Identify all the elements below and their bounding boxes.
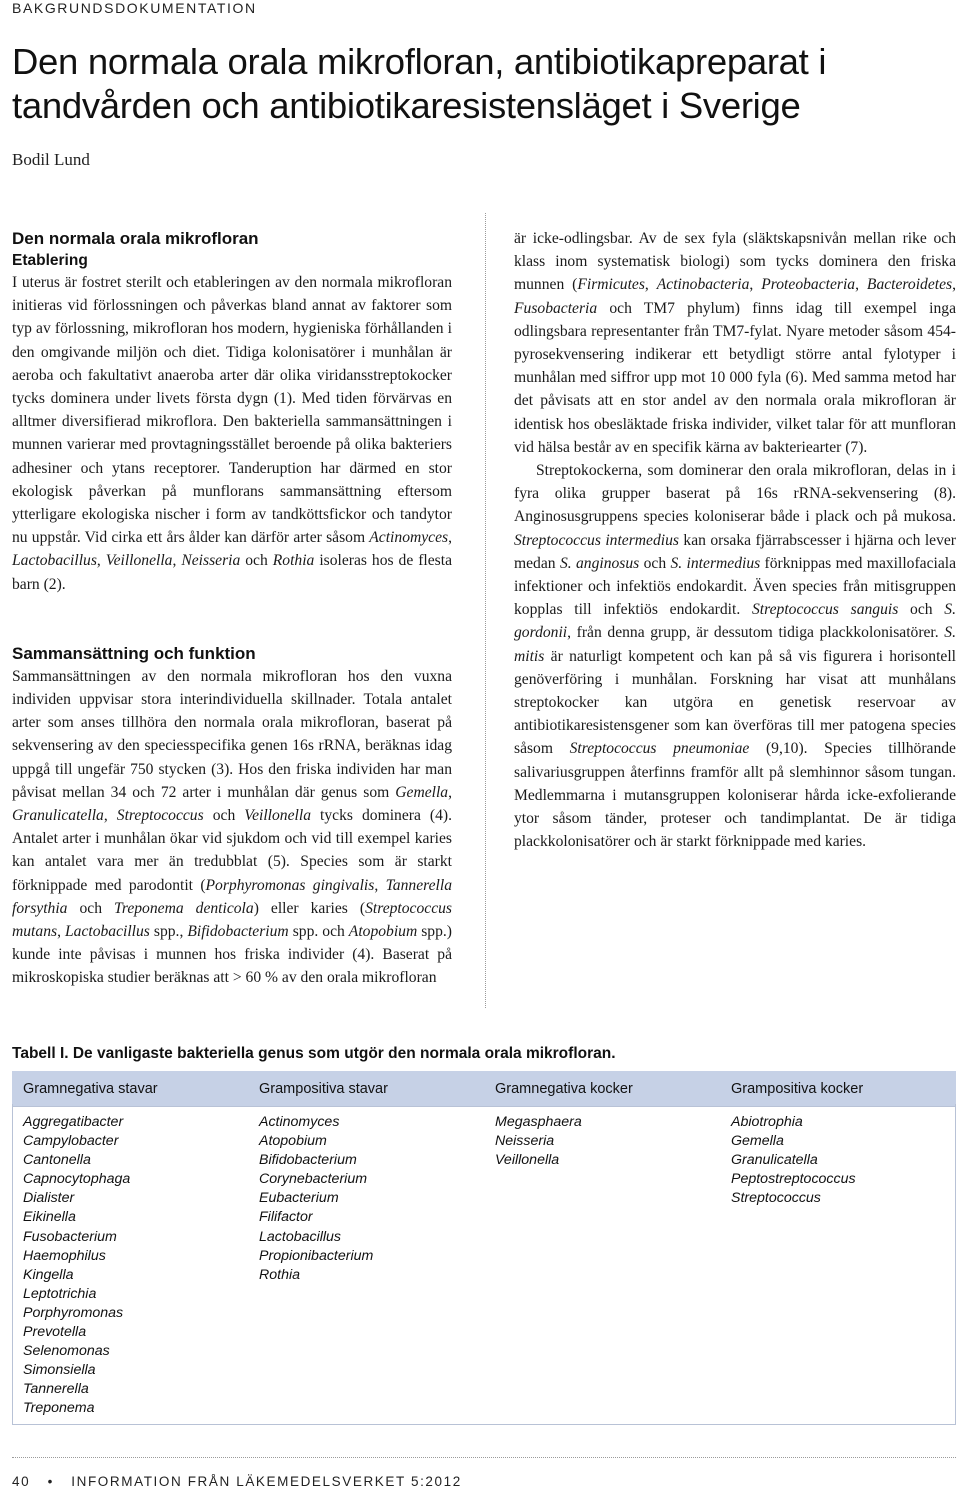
table-cell-genus: Simonsiella <box>23 1362 96 1379</box>
table-cell-genus: Granulicatella <box>731 1152 818 1169</box>
footer-bullet: • <box>47 1474 54 1489</box>
table-cell-genus: Porphyromonas <box>23 1304 124 1321</box>
table-cell-genus: Peptostreptococcus <box>731 1171 856 1188</box>
table-cell-genus: Streptococcus <box>731 1190 821 1207</box>
page-footer <box>12 1474 462 1489</box>
section-heading-mikrofloran: Den normala orala mikrofloran <box>12 229 259 248</box>
table-divider <box>12 1106 956 1107</box>
page-number: 40 <box>12 1474 31 1489</box>
table-cell-genus: Aggregatibacter <box>23 1114 124 1130</box>
article-title: Den normala orala mikrofloran, antibiotikapreparat i tandvården och antibiotikaresistensläget i Sverige <box>12 41 827 126</box>
table-cell-genus: Tannerella <box>23 1381 89 1398</box>
table-cell-genus: Corynebacterium <box>259 1171 368 1188</box>
table-cell-genus: Dialister <box>23 1190 75 1207</box>
table-cell-genus: Fusobacterium <box>23 1228 117 1245</box>
table-column-gramnegativa-stavar <box>23 1113 130 1419</box>
table-cell-genus: Neisseria <box>495 1133 555 1150</box>
column-divider <box>485 213 486 1008</box>
table-header-grampositiva-kocker: Grampositiva kocker <box>731 1081 864 1097</box>
table-header-grampositiva-stavar: Grampositiva stavar <box>259 1081 388 1097</box>
table-cell-genus: Atopobium <box>259 1133 327 1150</box>
table-cell-genus: Gemella <box>731 1133 784 1150</box>
table-cell-genus: Kingella <box>23 1266 74 1283</box>
bacteria-table <box>12 1071 956 1425</box>
table-column-gramnegativa-kocker <box>495 1113 582 1170</box>
flow-text-left: Sammansättningen av den normala mikrofloran hos den vuxna individen uppvisar stora interindividuella skillnader. Totala antalet arter som anses tillhöra den normala orala mikrofloran, baserat på sekvensering av den speciesspecifika genen 16s rRNA, beräknas idag uppgå till ungefär 750 stycken (3). Hos den friska individen har man påvisat mellan 34 och 72 arter i munhålan där genus som Gemella, Granulicatella, Streptococcus och Veillonella tycks dominera (4). Antalet arter i munhålan ökar vid sjukdom och vid till exempel karies kan antalet vara mer än tredubblat (5). Species som är starkt förknippade med parodontit (Porphyromonas gingivalis, Tannerella forsythia och Treponema denticola) eller karies (Streptococcus mutans, Lactobacillus spp., Bifidobacterium spp. och Atopobium spp.) kunde inte påvisas i munnen hos friska individer (4). Baserat på mikroskopiska studier beräknas att > 60 % av den orala mikrofloran <box>12 667 453 987</box>
table-cell-genus: Megasphaera <box>495 1114 582 1130</box>
table-cell-genus: Leptotrichia <box>23 1285 97 1302</box>
table-cell-genus: Haemophilus <box>23 1247 106 1264</box>
table-column-grampositiva-stavar <box>259 1113 373 1285</box>
paragraph-etablering: I uterus är fostret sterilt och etableringen av den normala mikrofloran initieras vid förlossningen och påverkas bland annat av faktorer som typ av förlossning, mikrofloran hos modern, hygieniska förhållanden i den omgivande miljön och diet. Tidiga kolonisatörer i munhålan är aeroba och fakultativt anaeroba arter där olika viridansstreptokocker tycks dominera under livets första dygn (1). Med tiden förvärvas en alltmer diversifierad mikroflora. Den bakteriella sammansättningen i munnen varierar med provtagningsstället beroende på olika bakteriers adhesiner och ytans receptorer. Tanderuption har därmed en stor ekologisk påverkan på munflorans sammansättning eftersom ytterligare ekologiska nischer i form av tandköttsfickor och tandytor nu uppstår. Vid cirka ett års ålder kan därför arter såsom Actinomyces, Lactobacillus, Veillonella, Neisseria och Rothia isoleras hos de flesta barn (2). <box>12 274 453 593</box>
table-cell-genus: Filifactor <box>259 1209 313 1226</box>
table-cell-genus: Cantonella <box>23 1152 91 1169</box>
table-cell-genus: Eikinella <box>23 1209 76 1226</box>
footer-rule <box>12 1457 956 1458</box>
right-column <box>514 227 956 853</box>
table-cell-genus: Rothia <box>259 1266 301 1283</box>
table-cell-genus: Eubacterium <box>259 1190 339 1207</box>
table-cell-genus: Veillonella <box>495 1152 560 1169</box>
table-header-gramnegativa-stavar: Gramnegativa stavar <box>23 1081 158 1097</box>
table-cell-genus: Abiotrophia <box>731 1114 803 1130</box>
table-header-gramnegativa-kocker: Gramnegativa kocker <box>495 1081 633 1097</box>
table-cell-genus: Campylobacter <box>23 1133 119 1150</box>
paragraph-streptokocker: Streptokockerna, som dominerar den orala mikrofloran, delas in i fyra olika grupper baserat på 16s rRNA-sekvensering (8). Anginosusgruppens species koloniserar både i plack och på mukosa. Streptococcus intermedius kan orsaka fjärrabscesser i hjärna och lever medan S. anginosus och S. intermedius förknippas med maxillofaciala infektioner och infektiös endokardit. Även species från mitisgruppen kopplas till infektiös endokardit. Streptococcus sanguis och S. gordonii, från denna grupp, är dessutom tidiga plackkolonisatörer. S. mitis är naturligt kompetent och kan på så vis figurera i horisontell genöverföring i munhålan. Forskning har visat att munhålans streptokocker kan utgöra en genetisk reservoar av antibiotikaresistensgener som kan överföras till mer patogena species såsom Streptococcus pneumoniae (9,10). Species tillhörande salivariusgruppen återfinns framför allt på slemhinnor såsom tungan. Medlemmarna i mutansgruppen koloniserar hårda icke-exfolierande ytor såsom tänder, proteser och tandimplantat. De är tidiga plackkolonisatörer och är starkt förknippade med karies. <box>514 462 956 851</box>
table-caption: Tabell I. De vanligaste bakteriella genus som utgör den normala orala mikrofloran. <box>12 1045 616 1062</box>
table-cell-genus: Capnocytophaga <box>23 1171 131 1188</box>
table-cell-genus: Treponema <box>23 1400 95 1417</box>
section-kicker: BAKGRUNDSDOKUMENTATION <box>12 0 257 16</box>
section-heading-sammansattning: Sammansättning och funktion <box>12 643 256 663</box>
table-cell-genus: Lactobacillus <box>259 1228 342 1245</box>
author-name: Bodil Lund <box>12 150 90 169</box>
table-column-grampositiva-kocker <box>731 1113 856 1208</box>
table-cell-genus: Actinomyces <box>259 1114 340 1130</box>
left-column <box>12 228 452 990</box>
publication-name: INFORMATION FRÅN LÄKEMEDELSVERKET 5:2012 <box>71 1474 462 1489</box>
table-cell-genus: Selenomonas <box>23 1343 110 1360</box>
table-cell-genus: Bifidobacterium <box>259 1152 357 1169</box>
table-cell-genus: Prevotella <box>23 1324 87 1341</box>
table-cell-genus: Propionibacterium <box>259 1247 374 1264</box>
flow-text-right: är icke-odlingsbar. Av de sex fyla (släktskapsnivån mellan rike och klass inom systematisk biologi) som tycks dominera den friska munnen (Firmicutes, Actinobacteria, Proteobacteria, Bacteroidetes, Fusobacteria och TM7 phylum) finns idag till exempel inga odlingsbara representanter från TM7-fylat. Nyare metoder såsom 454-pyrosekvensering indikerar ett betydligt större antal fylotyper i munhålan med siffror upp mot 10 000 fyla (6). Med samma metod har det påvisats att en stor andel av den normala orala mikrofloran är identisk hos obesläktade friska individer, vilket talar för att munfloran vid hälsa består av en specifik kärna av bakteriearter (7). <box>514 230 956 456</box>
subheading-etablering: Etablering <box>12 252 88 269</box>
